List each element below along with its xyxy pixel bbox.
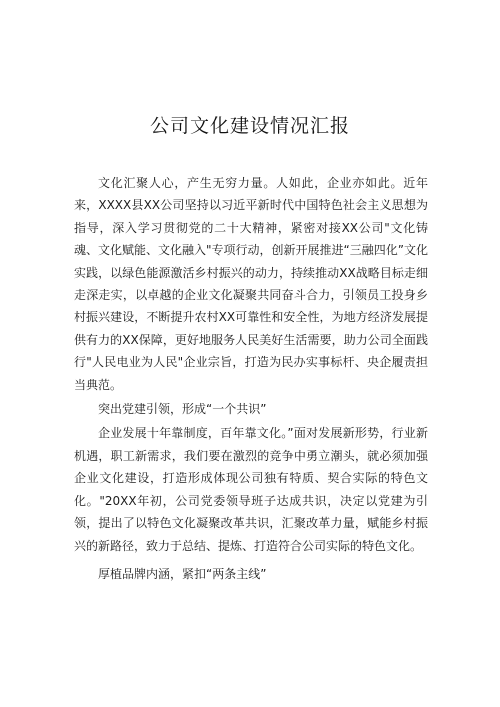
document-title: 公司文化建设情况汇报 — [149, 115, 350, 137]
paragraph-party-leadership: 企业发展十年靠制度，百年靠文化。”面对发展新形势，行业新机遇，职工新需求，我们要在激烈的竞争中勇立潮头，就必须加强企业文化建设，打造形成体现公司独有特质、契合实际的特色文化。"20XX年初，公司党委领导班子达成共识，决定以党建为引领，提出了以特色文化凝聚改革共识，汇聚改革力量，赋能乡村振兴的新路径，致力于总结、提炼、打造符合公司实际的特色文化。 — [74, 426, 428, 553]
section-heading-one-consensus: 突出党建引领，形成“一个共识” — [98, 402, 267, 417]
paragraph-intro: 文化汇聚人心，产生无穷力量。人如此，企业亦如此。近年来，XXXX县XX公司坚持以习近平新时代中国特色社会主义思想为指导，深入学习贯彻党的二十大精神，紧密对接XX公司"文化铸魂、文化赋能、文化融入"专项行动，创新开展推进“三融四化”文化实践，以绿色能源激活乡村振兴的动力，持续推动XX战略目标走细走深走实，以卓越的企业文化凝聚共同奋斗合力，引领员工投身乡村振兴建设，不断提升农村XX可靠性和安全性，为地方经济发展提供有力的XX保障，更好地服务人民美好生活需要，助力公司全面践行"人民电业为人民"企业宗旨，打造为民办实事标杆、央企履责担当典范。 — [74, 176, 428, 392]
section-heading-two-main-lines: 厚植品牌内涵，紧扣“两条主线” — [98, 566, 267, 581]
document-body — [74, 172, 428, 585]
